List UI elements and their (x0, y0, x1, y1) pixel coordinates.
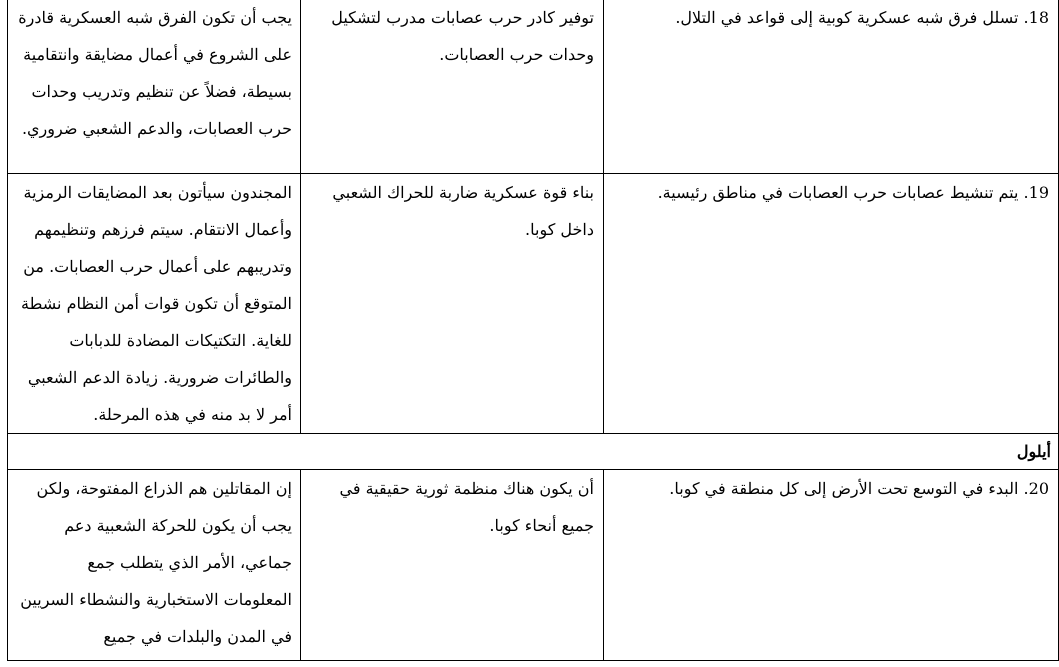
goal-text: تسلل فرق شبه عسكرية كوبية إلى قواعد في التلال. (675, 8, 1019, 27)
notes-cell (8, 174, 301, 434)
goal-cell (604, 470, 1059, 661)
requirement-text: أن يكون هناك منظمة ثورية حقيقية في جميع أنحاء كوبا. (339, 479, 594, 535)
requirement-cell (301, 470, 604, 661)
row-number: 20. (1023, 479, 1049, 498)
month-row (8, 434, 1059, 470)
goal-text: البدء في التوسع تحت الأرض إلى كل منطقة في كوبا. (669, 479, 1019, 498)
goal-cell (604, 174, 1059, 434)
row-number: 18. (1023, 8, 1049, 27)
plan-table (7, 0, 1059, 661)
requirement-cell (301, 174, 604, 434)
row-number: 19. (1023, 183, 1049, 202)
month-header: أيلول (8, 434, 1059, 470)
notes-cell (8, 0, 301, 174)
requirement-text: توفير كادر حرب عصابات مدرب لتشكيل وحدات حرب العصابات. (331, 8, 594, 64)
requirement-cell (301, 0, 604, 174)
notes-text: المجندون سيأتون بعد المضايقات الرمزية وأعمال الانتقام. سيتم فرزهم وتنظيمهم وتدريبهم على أعمال حرب العصابات. من المتوقع أن تكون قوات أمن النظام نشطة للغاية. التكتيكات المضادة للدبابات والطائرات ضرورية. زيادة الدعم الشعبي أمر لا بد منه في هذه المرحلة. (21, 183, 292, 424)
table-row (8, 0, 1059, 174)
requirement-text: بناء قوة عسكرية ضاربة للحراك الشعبي داخل كوبا. (332, 183, 594, 239)
notes-text: إن المقاتلين هم الذراع المفتوحة، ولكن يجب أن يكون للحركة الشعبية دعم جماعي، الأمر الذي يتطلب جمع المعلومات الاستخبارية والنشطاء السريين في المدن والبلدات في جميع (20, 479, 292, 646)
goal-text: يتم تنشيط عصابات حرب العصابات في مناطق رئيسية. (657, 183, 1019, 202)
notes-text: يجب أن تكون الفرق شبه العسكرية قادرة على الشروع في أعمال مضايقة وانتقامية بسيطة، فضلاً عن تنظيم وتدريب وحدات حرب العصابات، والدعم الشعبي ضروري. (18, 8, 292, 138)
table-row (8, 174, 1059, 434)
goal-cell (604, 0, 1059, 174)
table-row (8, 470, 1059, 661)
notes-cell (8, 470, 301, 661)
